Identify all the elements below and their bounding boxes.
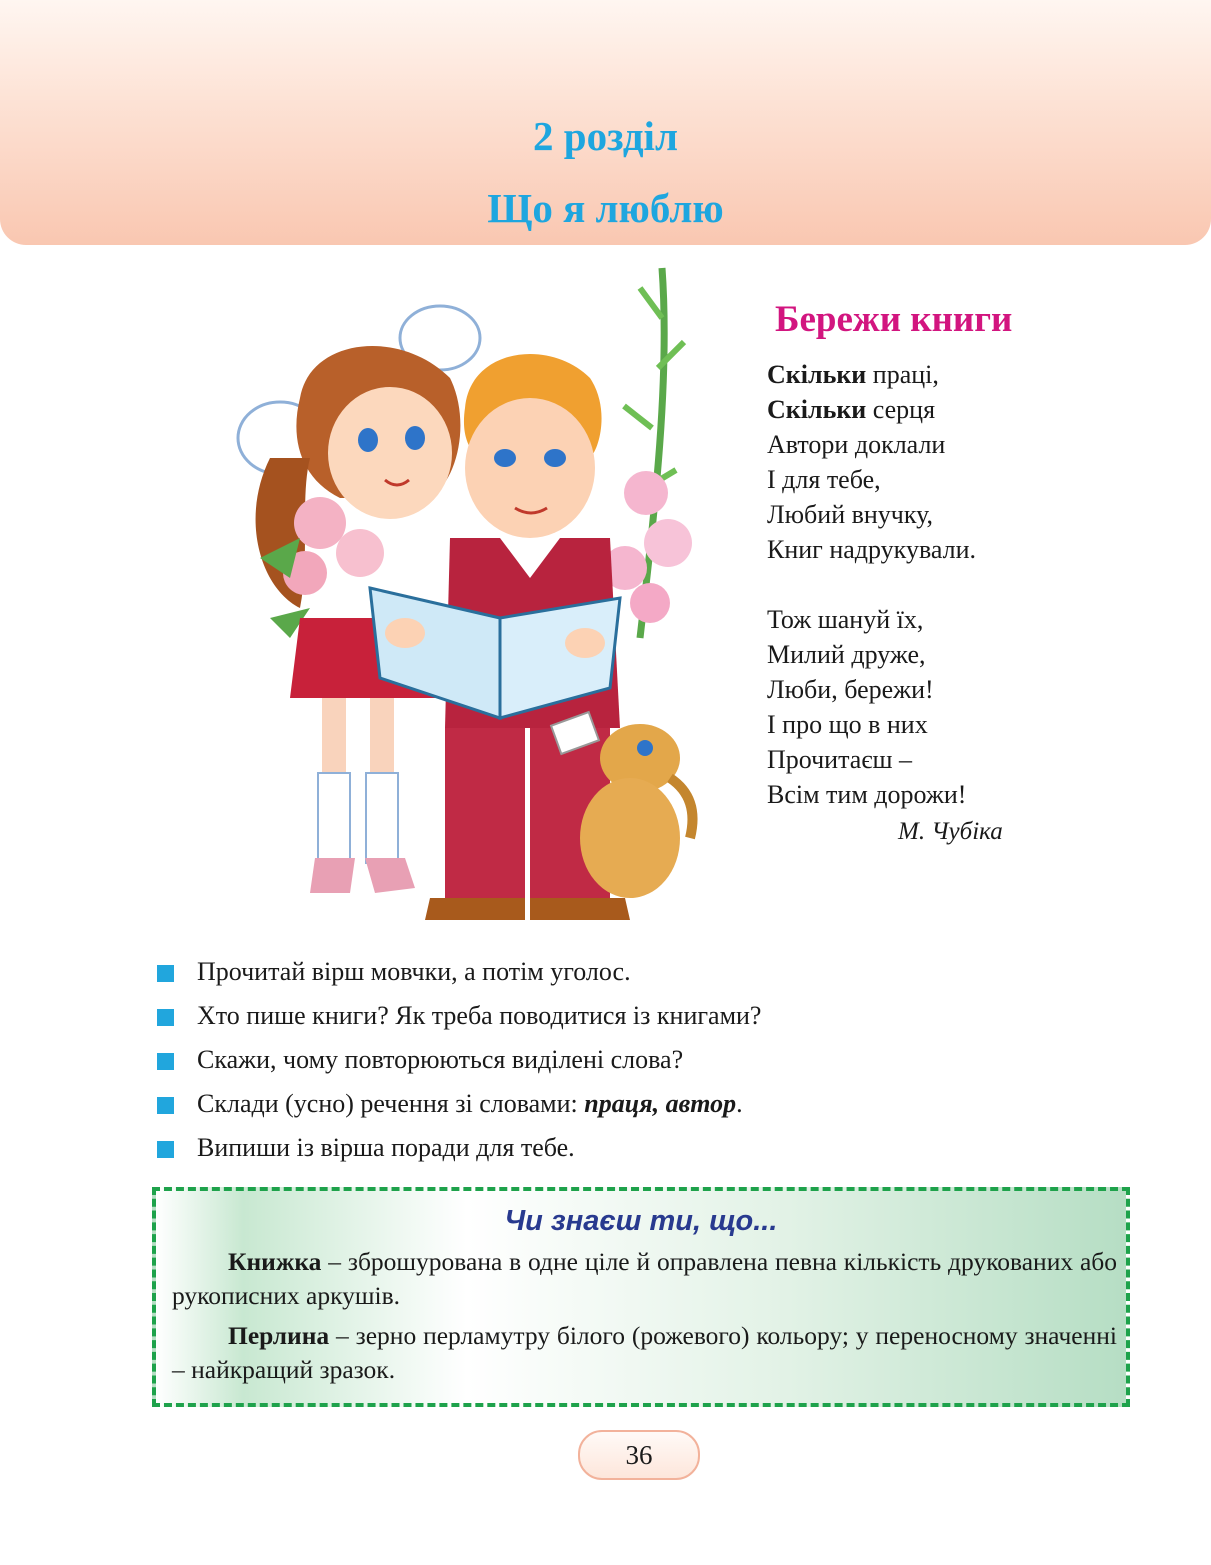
poem-line: Любий внучку, [767,500,934,529]
poem-line: Милий друже, [767,640,926,669]
task-item: Прочитай вірш мовчки, а потім уголос. [155,952,1055,996]
poem-line: Всім тим дорожи! [767,780,967,809]
poem-line: Книг надрукували. [767,535,977,564]
poem-line: І про що в них [767,710,928,739]
did-you-know-title: Чи знаєш ти, що... [504,1205,778,1237]
poem-author: М. Чубіка [898,818,1003,845]
children-with-book-illustration [200,258,720,938]
square-bullet-icon [157,1053,174,1070]
fact-definition: Перлина – зерно перламутру білого (рожевого) кольору; у переносному значенні – найкращий зразок. [172,1321,1117,1384]
task-item: Хто пише книги? Як треба поводитися із книгами? [155,996,1055,1040]
poem-line: Прочитаєш – [767,745,912,774]
did-you-know-box [152,1187,1130,1407]
poem-title: Бережи книги [775,299,1013,340]
page-number: 36 [578,1430,700,1480]
chapter-title: Що я люблю [487,185,724,231]
task-item: Випиши із вірша поради для тебе. [155,1128,1055,1172]
stanza-break [767,567,976,602]
poem-line: Автори доклали [767,430,946,459]
poem-line: І для тебе, [767,465,881,494]
square-bullet-icon [157,1097,174,1114]
task-item: Скажи, чому повторюються виділені слова? [155,1040,1055,1084]
fact-definition: Книжка – зброшурована в одне ціле й оправлена певна кількість друкованих або рукописних аркушів. [172,1247,1117,1310]
chapter-number: 2 розділ [533,113,678,159]
square-bullet-icon [157,1141,174,1158]
chapter-header [0,0,1211,245]
poem-text [767,357,976,812]
poem-line: Скільки серця [767,395,936,424]
task-item: Склади (усно) речення зі словами: праця, автор. [155,1084,1055,1128]
poem-line: Люби, бережи! [767,675,934,704]
task-list [155,952,1055,1172]
poem-line: Скільки праці, [767,360,939,389]
poem-line: Тож шануй їх, [767,605,924,634]
square-bullet-icon [157,965,174,982]
square-bullet-icon [157,1009,174,1026]
